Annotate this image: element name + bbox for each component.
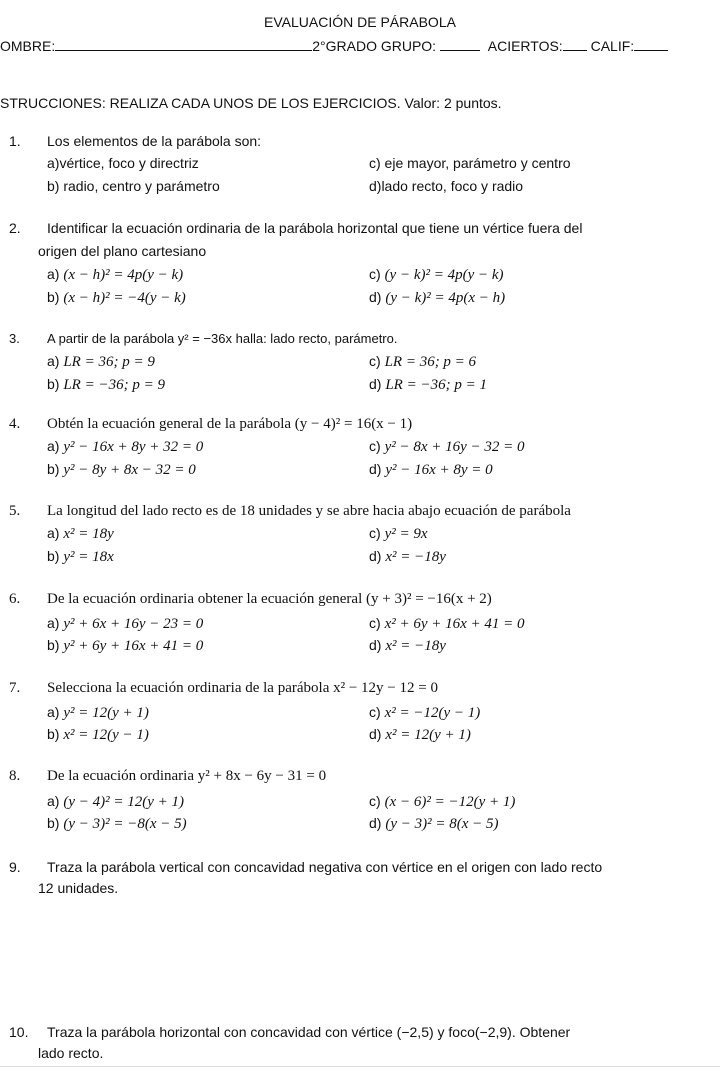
option-a[interactable]: a) y² = 12(y + 1) (47, 704, 149, 721)
option-b[interactable]: b) radio, centro y parámetro (47, 178, 220, 194)
question-text: Traza la parábola vertical con concavidad negativa con vértice en el origen con lado recto (47, 859, 603, 875)
question-text: Identificar la ecuación ordinaria de la parábola horizontal que tiene un vértice fuera del (47, 220, 583, 236)
option-d[interactable]: d) y² − 16x + 8y = 0 (369, 461, 493, 478)
question-number: 9. (9, 859, 21, 875)
question-number: 5. (9, 503, 21, 519)
question-text-cont: lado recto. (38, 1045, 104, 1061)
question-text: Obtén la ecuación general de la parábola (y − 4)² = 16(x − 1) (47, 416, 413, 432)
header-row (0, 38, 668, 54)
option-b[interactable]: b) y² + 6y + 16x + 41 = 0 (47, 637, 204, 654)
option-b[interactable]: b) LR = −36; p = 9 (47, 376, 165, 393)
aciertos-label: ACIERTOS: (487, 38, 563, 54)
option-a[interactable]: a) y² + 6x + 16y − 23 = 0 (47, 615, 204, 632)
question-number: 4. (9, 416, 21, 432)
option-c[interactable]: c) y² = 9x (369, 525, 428, 542)
question-text: De la ecuación ordinaria obtener la ecuación general (y + 3)² = −16(x + 2) (47, 591, 492, 607)
question-text: Selecciona la ecuación ordinaria de la parábola x² − 12y − 12 = 0 (47, 680, 438, 696)
option-c[interactable]: c) eje mayor, parámetro y centro (369, 155, 571, 171)
question-text: A partir de la parábola y² = −36x halla: lado recto, parámetro. (47, 331, 398, 346)
question-text: De la ecuación ordinaria y² + 8x − 6y − 31 = 0 (47, 768, 327, 784)
option-c[interactable]: c) x² = −12(y − 1) (369, 704, 481, 721)
option-c[interactable]: c) y² − 8x + 16y − 32 = 0 (369, 438, 525, 455)
option-a[interactable]: a) y² − 16x + 8y + 32 = 0 (47, 438, 204, 455)
question-number: 6. (9, 591, 21, 607)
page-title: EVALUACIÓN DE PÁRABOLA (264, 14, 456, 30)
option-d[interactable]: d)lado recto, foco y radio (369, 178, 524, 194)
calif-blank[interactable] (634, 38, 668, 51)
name-label: OMBRE: (0, 38, 56, 54)
option-a[interactable]: a) LR = 36; p = 9 (47, 353, 155, 370)
option-c[interactable]: c) (x − 6)² = −12(y + 1) (369, 793, 516, 810)
aciertos-blank[interactable] (563, 38, 587, 51)
calif-label: CALIF: (590, 38, 635, 54)
question-number: 1. (9, 133, 21, 149)
option-d[interactable]: d) (y − 3)² = 8(x − 5) (369, 815, 499, 832)
option-b[interactable]: b) x² = 12(y − 1) (47, 726, 149, 743)
option-a[interactable]: a) x² = 18y (47, 525, 114, 542)
option-a[interactable]: a)vértice, foco y directriz (47, 155, 199, 171)
option-d[interactable]: d) x² = 12(y + 1) (369, 726, 471, 743)
question-number: 3. (9, 331, 20, 346)
option-c[interactable]: c) LR = 36; p = 6 (369, 353, 477, 370)
question-text: Traza la parábola horizontal con concavidad con vértice (−2,5) y foco(−2,9). Obtener (47, 1024, 571, 1040)
question-text-cont: 12 unidades. (38, 880, 119, 896)
option-b[interactable]: b) y² = 18x (47, 548, 114, 565)
option-b[interactable]: b) (y − 3)² = −8(x − 5) (47, 815, 187, 832)
question-number: 7. (9, 680, 21, 696)
page-bottom-edge (0, 1066, 720, 1067)
grade-label: 2°GRADO GRUPO: (312, 38, 437, 54)
option-d[interactable]: d) LR = −36; p = 1 (369, 376, 487, 393)
instructions: STRUCCIONES: REALIZA CADA UNOS DE LOS EJERCICIOS. Valor: 2 puntos. (0, 95, 502, 111)
group-blank[interactable] (440, 38, 480, 51)
question-number: 8. (9, 768, 21, 784)
question-number: 10. (9, 1024, 29, 1040)
option-b[interactable]: b) (x − h)² = −4(y − k) (47, 289, 186, 306)
option-d[interactable]: d) (y − k)² = 4p(x − h) (369, 289, 506, 306)
question-number: 2. (9, 220, 21, 236)
option-d[interactable]: d) x² = −18y (369, 637, 446, 654)
option-b[interactable]: b) y² − 8y + 8x − 32 = 0 (47, 461, 196, 478)
question-text: Los elementos de la parábola son: (47, 133, 262, 149)
option-c[interactable]: c) (y − k)² = 4p(y − k) (369, 266, 504, 283)
option-a[interactable]: a) (y − 4)² = 12(y + 1) (47, 793, 185, 810)
option-a[interactable]: a) (x − h)² = 4p(y − k) (47, 266, 184, 283)
question-text-cont: origen del plano cartesiano (38, 243, 207, 259)
option-c[interactable]: c) x² + 6y + 16x + 41 = 0 (369, 615, 525, 632)
name-blank[interactable] (55, 38, 312, 51)
question-text: La longitud del lado recto es de 18 unidades y se abre hacia abajo ecuación de parábola (47, 503, 571, 519)
option-d[interactable]: d) x² = −18y (369, 548, 446, 565)
